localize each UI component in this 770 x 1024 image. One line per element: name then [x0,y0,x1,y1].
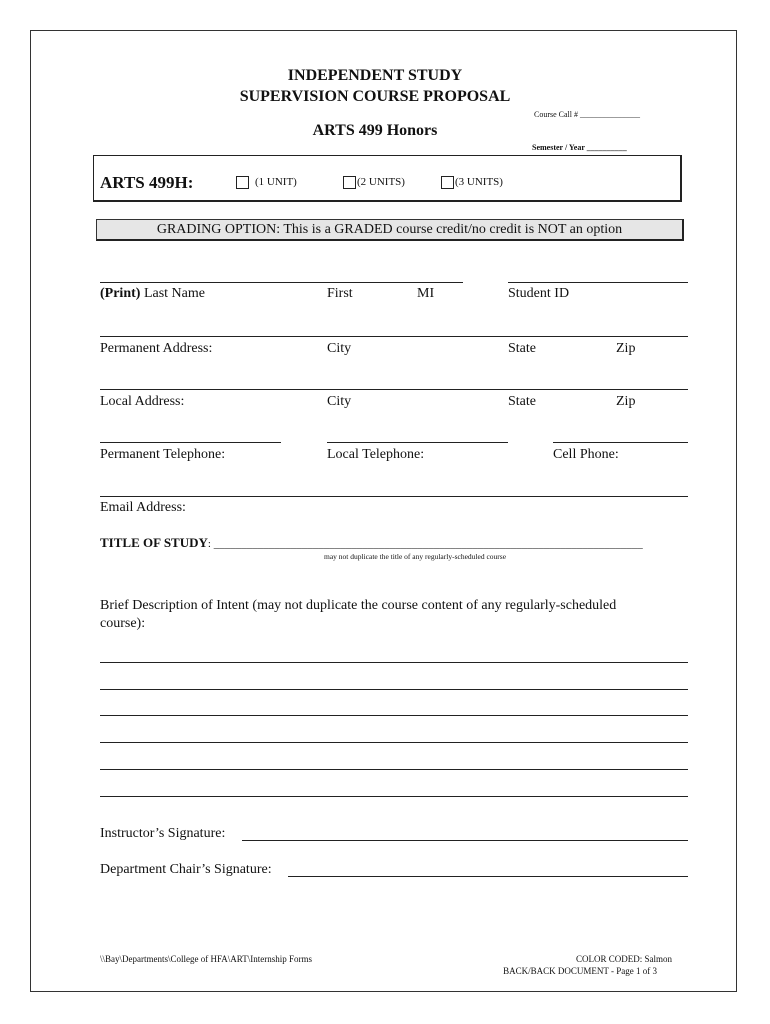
instructor-signature-line[interactable] [242,840,688,841]
local-zip-label: Zip [616,394,636,409]
description-line[interactable] [100,662,688,663]
chair-signature-label: Department Chair’s Signature: [100,862,272,877]
description-line[interactable] [100,715,688,716]
permanent-zip-label: Zip [616,341,636,356]
local-telephone-line[interactable] [327,442,508,443]
student-id-label: Student ID [508,286,570,301]
student-id-line[interactable] [508,282,688,283]
permanent-telephone-line[interactable] [100,442,281,443]
unit-3-checkbox[interactable] [441,176,454,189]
form-title-line1: INDEPENDENT STUDY [287,67,463,84]
unit-3-label: (3 UNITS) [455,176,503,188]
semester-year-field[interactable]: Semester / Year __________ [532,143,627,152]
permanent-city-label: City [327,341,352,356]
grading-option-banner: GRADING OPTION: This is a GRADED course credit/no credit is NOT an option [96,219,684,241]
cell-phone-line[interactable] [553,442,688,443]
mi-label: MI [417,286,435,301]
brief-description-label: Brief Description of Intent (may not duplicate the course content of any regularly-scheduled [100,598,617,613]
brief-description-label-cont: course): [100,616,146,631]
permanent-telephone-label: Permanent Telephone: [100,447,226,462]
description-line[interactable] [100,689,688,690]
course-call-field[interactable]: Course Call # _______________ [534,110,640,119]
permanent-address-label: Permanent Address: [100,341,213,356]
course-title: ARTS 499 Honors [312,122,438,139]
first-name-label: First [327,286,353,301]
email-label: Email Address: [100,500,186,515]
footer-path: \\Bay\Departments\College of HFA\ART\Internship Forms [100,954,313,964]
chair-signature-line[interactable] [288,876,688,877]
local-state-label: State [508,394,536,409]
permanent-address-line[interactable] [100,336,688,337]
unit-1-checkbox[interactable] [236,176,249,189]
footer-page-info: BACK/BACK DOCUMENT - Page 1 of 3 [503,966,657,976]
unit-2-label: (2 UNITS) [357,176,405,188]
description-line[interactable] [100,796,688,797]
local-city-label: City [327,394,352,409]
permanent-state-label: State [508,341,536,356]
title-note: may not duplicate the title of any regularly-scheduled course [324,552,507,561]
description-line[interactable] [100,769,688,770]
unit-2-checkbox[interactable] [343,176,356,189]
description-line[interactable] [100,742,688,743]
form-title-line2: SUPERVISION COURSE PROPOSAL [239,88,511,105]
units-heading: ARTS 499H: [100,173,194,192]
cell-phone-label: Cell Phone: [553,447,619,462]
local-address-line[interactable] [100,389,688,390]
unit-1-label: (1 UNIT) [255,176,297,188]
instructor-signature-label: Instructor’s Signature: [100,826,226,841]
last-name-label: (Print) Last Name [100,286,205,301]
title-of-study-field[interactable]: TITLE OF STUDY: ______________________________________________________________________________ [100,535,643,550]
footer-color-coded: COLOR CODED: Salmon [575,954,672,964]
local-address-label: Local Address: [100,394,185,409]
local-telephone-label: Local Telephone: [327,447,425,462]
email-line[interactable] [100,496,688,497]
name-line[interactable] [100,282,463,283]
